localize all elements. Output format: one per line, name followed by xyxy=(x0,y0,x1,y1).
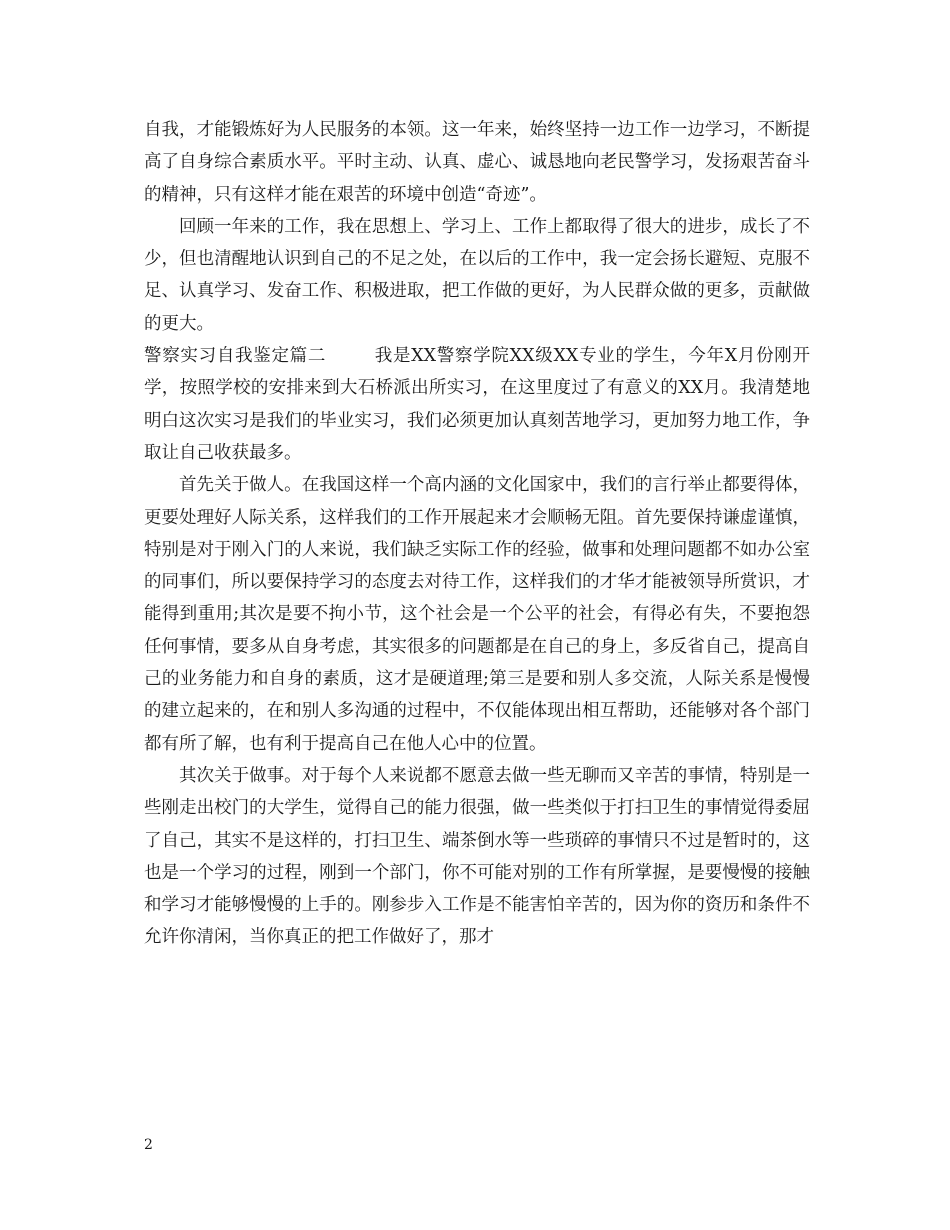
paragraph-about-being-a-person: 首先关于做人。在我国这样一个高内涵的文化国家中，我们的言行举止都要得体，更要处理好人际关系，这样我们的工作开展起来才会顺畅无阻。首先要保持谦虚谨慎，特别是对于刚入门的人来说，我们缺乏实际工作的经验，做事和处理问题都不如办公室的同事们，所以要保持学习的态度去对待工作，这样我们的才华才能被领导所赏识，才能得到重用;其次是要不拘小节，这个社会是一个公平的社会，有得必有失，不要抱怨任何事情，要多从自身考虑，其实很多的问题都是在自己的身上，多反省自己，提高自己的业务能力和自身的素质，这才是硬道理;第三是要和别人多交流，人际关系是慢慢的建立起来的，在和别人多沟通的过程中，不仅能体现出相互帮助，还能够对各个部门都有所了解，也有利于提高自己在他人心中的位置。 xyxy=(144,475,810,754)
section-two-intro-text: 我是XX警察学院XX级XX专业的学生，今年X月份刚开学，按照学校的安排来到大石桥派出所实习，在这里度过了有意义的XX月。我清楚地明白这次实习是我们的毕业实习，我们必须更加认真刻苦地学习，更加努力地工作，争取让自己收获最多。 xyxy=(144,346,810,463)
paragraph-about-doing-work: 其次关于做事。对于每个人来说都不愿意去做一些无聊而又辛苦的事情，特别是一些刚走出校门的大学生，觉得自己的能力很强，做一些类似于打扫卫生的事情觉得委屈了自己，其实不是这样的，打扫卫生、端茶倒水等一些琐碎的事情只不过是暂时的，这也是一个学习的过程，刚到一个部门，你不可能对别的工作有所掌握，是要慢慢的接触和学习才能够慢慢的上手的。刚参步入工作是不能害怕辛苦的，因为你的资历和条件不允许你清闲，当你真正的把工作做好了，那才 xyxy=(144,765,810,948)
section-heading: 警察实习自我鉴定篇二 xyxy=(144,346,327,367)
paragraph-section-two-intro xyxy=(144,340,810,469)
document-body xyxy=(144,114,810,954)
paragraph-review: 回顾一年来的工作，我在思想上、学习上、工作上都取得了很大的进步，成长了不少，但也清醒地认识到自己的不足之处，在以后的工作中，我一定会扬长避短、克服不足、认真学习、发奋工作、积极进取，把工作做的更好，为人民群众做的更多，贡献做的更大。 xyxy=(144,216,810,334)
page-number: 2 xyxy=(144,1137,153,1153)
paragraph-continuation: 自我，才能锻炼好为人民服务的本领。这一年来，始终坚持一边工作一边学习，不断提高了自身综合素质水平。平时主动、认真、虚心、诚恳地向老民警学习，发扬艰苦奋斗的精神，只有这样才能在艰苦的环境中创造“奇迹”。 xyxy=(144,120,810,205)
